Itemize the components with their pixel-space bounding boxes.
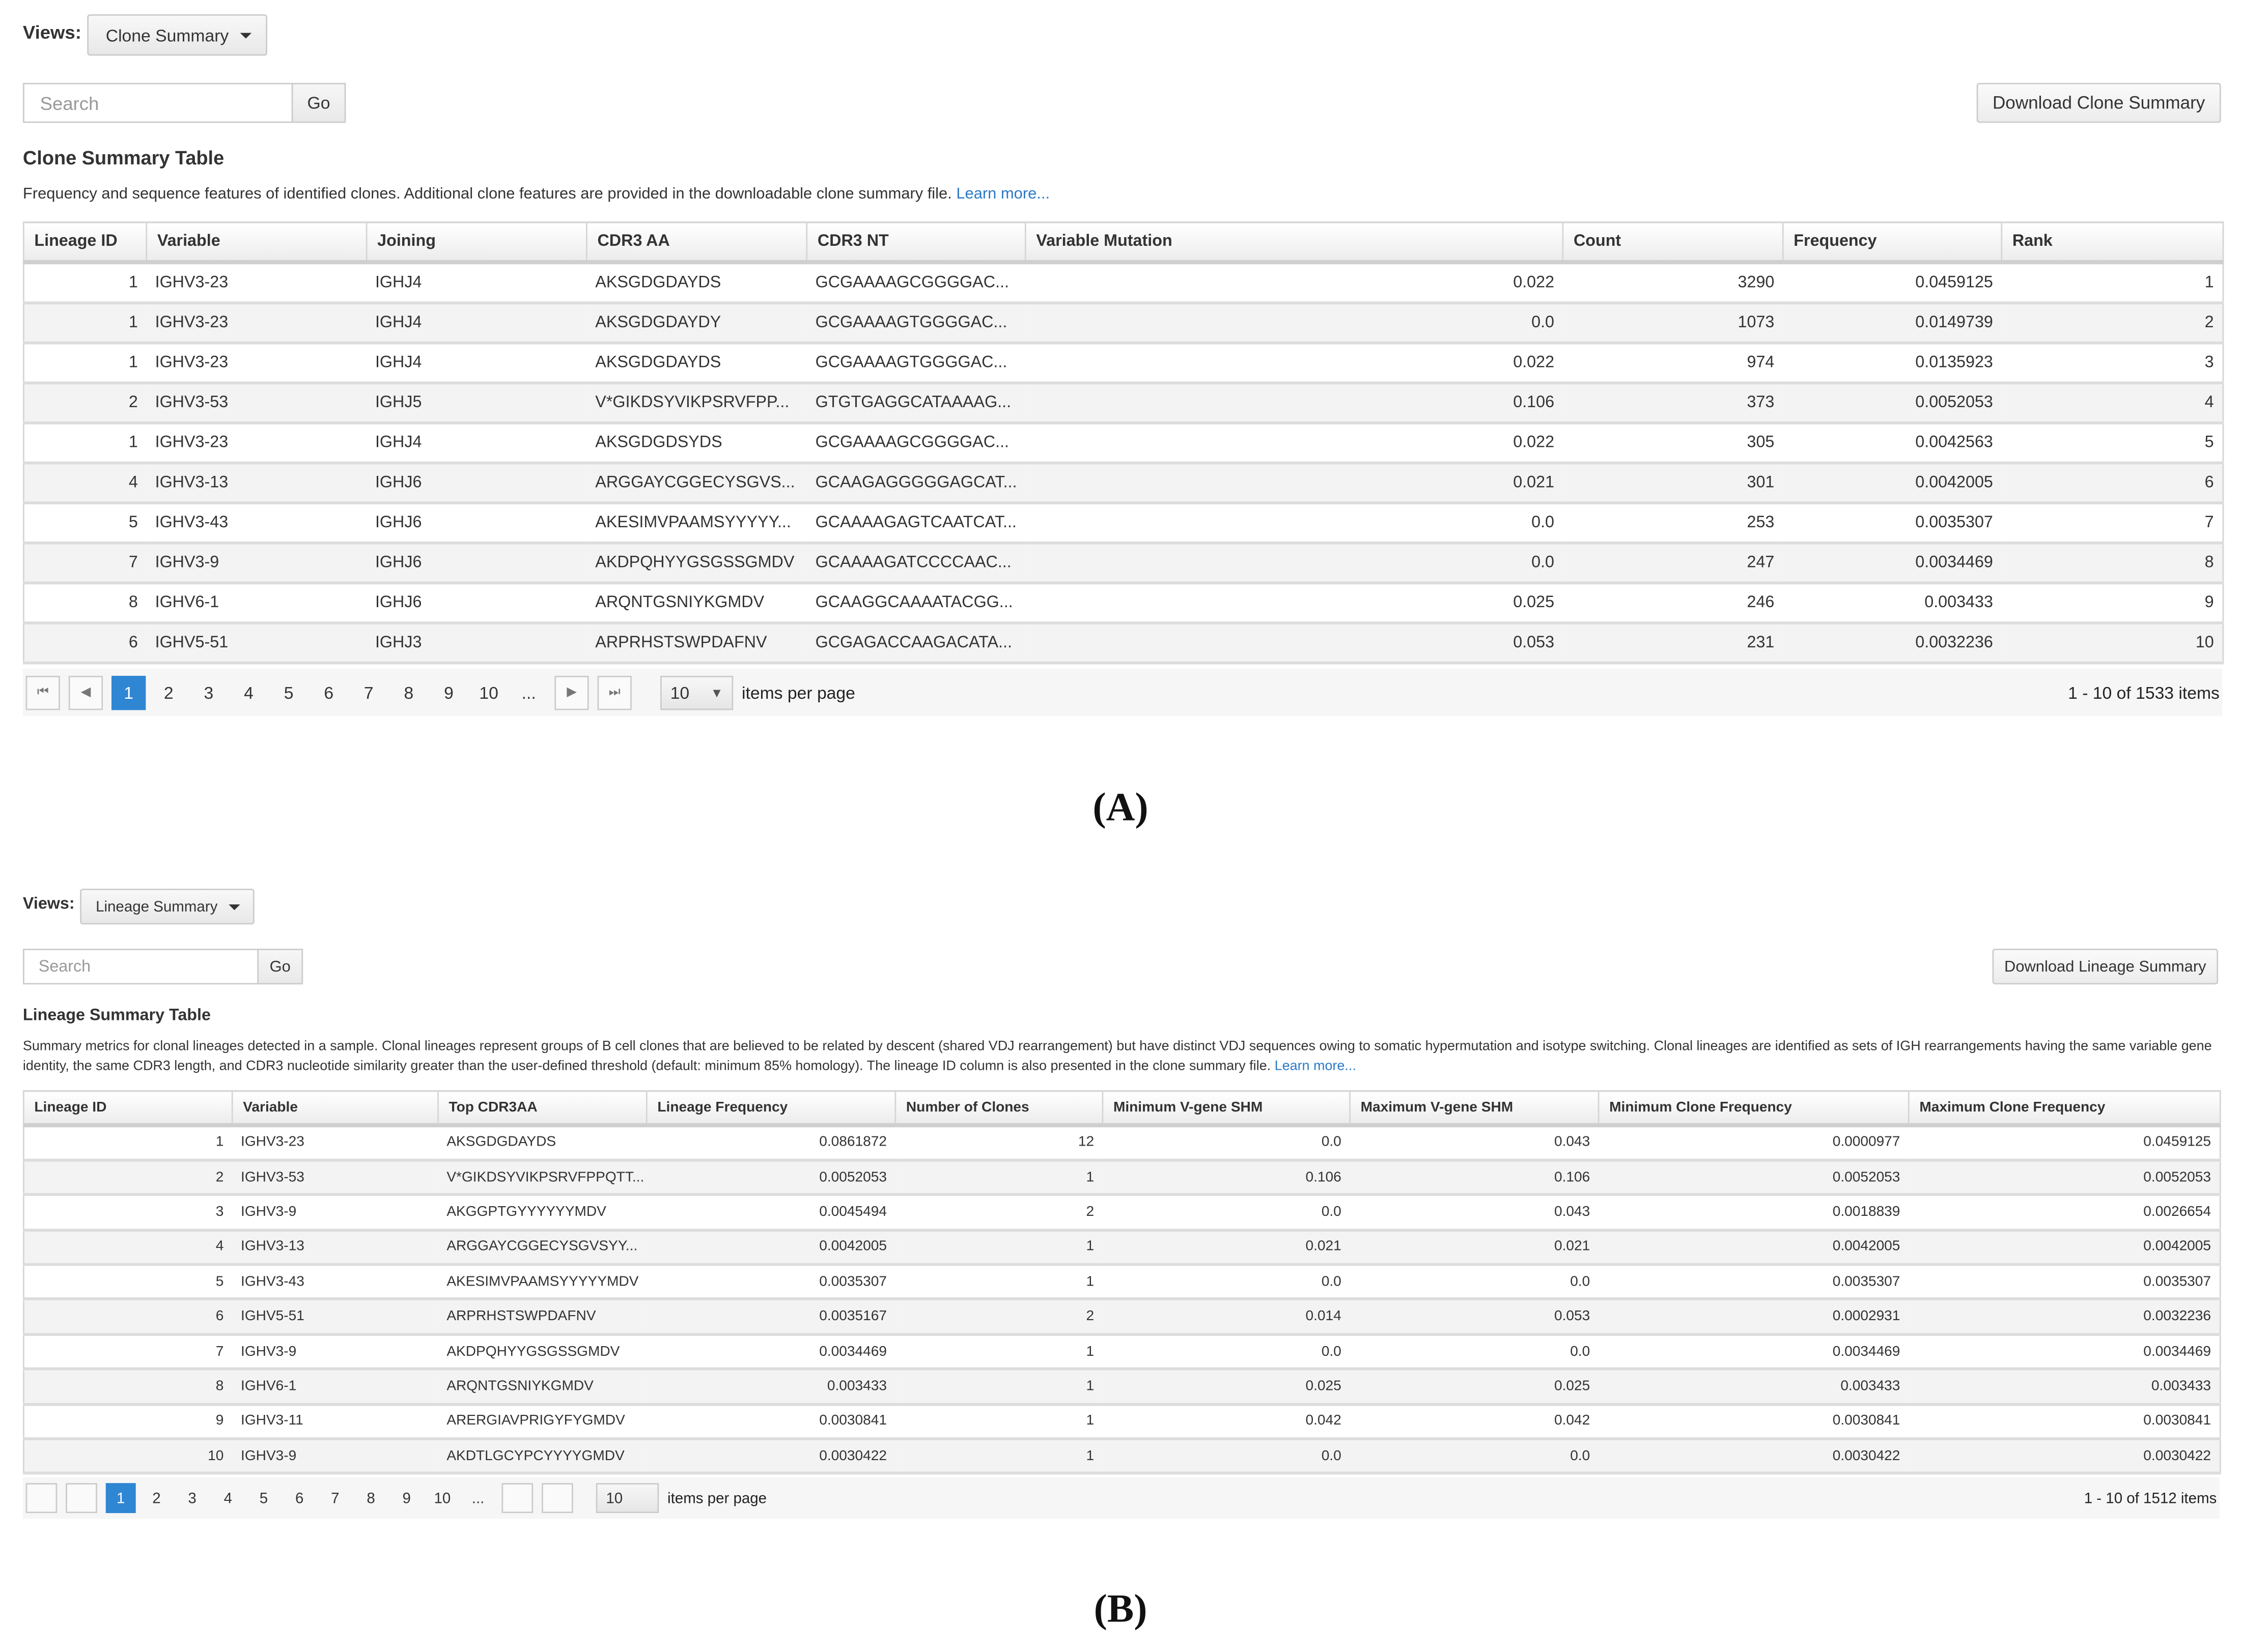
column-header[interactable]: Variable Mutation bbox=[1025, 222, 1563, 263]
cell-variable: IGHV6-1 bbox=[232, 1369, 438, 1404]
cell-variable-mutation: 0.0 bbox=[1025, 502, 1563, 543]
page-2[interactable]: 2 bbox=[163, 682, 174, 702]
learn-more-link[interactable]: Learn more... bbox=[1274, 1059, 1356, 1075]
page-6[interactable]: 6 bbox=[324, 682, 334, 702]
cell-cdr3-nt: GCGAAAAGCGGGGAC... bbox=[807, 422, 1026, 463]
cell-variable: IGHV5-51 bbox=[147, 622, 367, 663]
cell-lineage-id: 3 bbox=[23, 1195, 232, 1230]
cell-joining: IGHJ3 bbox=[367, 622, 586, 663]
cell-maximum-clone-frequency: 0.0035307 bbox=[1909, 1265, 2220, 1299]
table-row[interactable] bbox=[23, 502, 2223, 543]
cell-maximum-v-gene-shm: 0.0 bbox=[1350, 1334, 1599, 1369]
first-page-button[interactable] bbox=[26, 675, 60, 709]
cell-number-of-clones: 1 bbox=[895, 1334, 1103, 1369]
cell-cdr3-aa: ARPRHSTSWPDAFNV bbox=[586, 622, 806, 663]
caret-down-icon bbox=[240, 32, 251, 38]
cell-variable-mutation: 0.022 bbox=[1025, 342, 1563, 382]
cell-lineage-frequency: 0.0045494 bbox=[647, 1195, 895, 1230]
table-row[interactable] bbox=[23, 582, 2223, 622]
cell-lineage-id: 6 bbox=[23, 1299, 232, 1334]
cell-frequency: 0.0042005 bbox=[1783, 462, 2002, 502]
column-header[interactable]: Number of Clones bbox=[895, 1091, 1103, 1125]
cell-cdr3-nt: GCAAAAGAGTCAATCAT... bbox=[807, 502, 1026, 543]
cell-count: 1073 bbox=[1563, 302, 1783, 343]
cell-variable-mutation: 0.022 bbox=[1025, 422, 1563, 463]
column-header[interactable]: CDR3 AA bbox=[586, 222, 806, 263]
cell-cdr3-aa: AKESIMVPAAMSYYYYY... bbox=[586, 502, 806, 543]
clone-summary-table bbox=[23, 221, 2224, 664]
cell-variable: IGHV3-23 bbox=[147, 302, 367, 343]
cell-joining: IGHJ4 bbox=[367, 302, 586, 343]
cell-variable: IGHV3-53 bbox=[232, 1160, 438, 1194]
cell-number-of-clones: 1 bbox=[895, 1439, 1103, 1473]
cell-variable: IGHV3-13 bbox=[147, 462, 367, 502]
table-row[interactable] bbox=[23, 1265, 2220, 1299]
learn-more-link[interactable]: Learn more... bbox=[956, 185, 1050, 203]
cell-cdr3-nt: GCAAGGCAAAATACGG... bbox=[807, 582, 1026, 622]
cell-maximum-clone-frequency: 0.003433 bbox=[1909, 1369, 2220, 1404]
table-row[interactable] bbox=[23, 1230, 2220, 1264]
cell-joining: IGHJ4 bbox=[367, 422, 586, 463]
table-row[interactable] bbox=[23, 302, 2223, 343]
cell-rank: 3 bbox=[2002, 342, 2223, 382]
cell-top-cdr3aa: ARQNTGSNIYKGMDV bbox=[438, 1369, 647, 1404]
cell-frequency: 0.0135923 bbox=[1783, 342, 2002, 382]
cell-top-cdr3aa: AKESIMVPAAMSYYYYYMDV bbox=[438, 1265, 647, 1299]
cell-maximum-v-gene-shm: 0.042 bbox=[1350, 1404, 1599, 1439]
cell-variable: IGHV3-23 bbox=[147, 342, 367, 382]
page-5[interactable]: 5 bbox=[284, 682, 294, 702]
cell-minimum-v-gene-shm: 0.0 bbox=[1103, 1195, 1350, 1230]
cell-number-of-clones: 2 bbox=[895, 1195, 1103, 1230]
cell-lineage-id: 5 bbox=[23, 502, 146, 543]
cell-cdr3-nt: GCGAGACCAAGACATA... bbox=[807, 622, 1026, 663]
description-text: Summary metrics for clonal lineages detected in a sample. Clonal lineages represent groups of B cell clones that are believed to be related by descent (shared VDJ rearrangement) but have distinct VDJ sequences owing to somatic hypermutation and isotype switching. Clonal lineages are identified as sets of IGH rearrangements having the same variable gene identity, the same CDR3 length, and CDR3 nucleotide similarity greater than the user-defined threshold (default: minimum 85% homology). The lineage ID column is also presented in the clone summary file. bbox=[22, 1038, 2212, 1075]
cell-lineage-id: 2 bbox=[23, 382, 146, 422]
prev-page-button[interactable] bbox=[66, 1483, 97, 1513]
cell-cdr3-nt: GCGAAAAGTGGGGAC... bbox=[807, 342, 1026, 382]
cell-number-of-clones: 1 bbox=[895, 1230, 1103, 1264]
cell-lineage-frequency: 0.0052053 bbox=[647, 1160, 895, 1194]
cell-minimum-v-gene-shm: 0.0 bbox=[1103, 1334, 1350, 1369]
cell-maximum-clone-frequency: 0.0459125 bbox=[1909, 1125, 2220, 1160]
cell-top-cdr3aa: ARGGAYCGGECYSGVSYY... bbox=[438, 1230, 647, 1264]
cell-lineage-id: 1 bbox=[23, 262, 146, 302]
cell-cdr3-nt: GCAAAAGATCCCCAAC... bbox=[807, 542, 1026, 582]
cell-lineage-id: 1 bbox=[23, 422, 146, 463]
page-10[interactable]: 10 bbox=[479, 682, 498, 702]
page-3[interactable]: 3 bbox=[188, 1489, 197, 1507]
cell-lineage-frequency: 0.0030841 bbox=[647, 1404, 895, 1439]
cell-maximum-clone-frequency: 0.0052053 bbox=[1909, 1160, 2220, 1194]
cell-rank: 8 bbox=[2002, 542, 2223, 582]
cell-count: 246 bbox=[1563, 582, 1783, 622]
cell-lineage-id: 2 bbox=[23, 1160, 232, 1194]
cell-joining: IGHJ4 bbox=[367, 262, 586, 302]
column-header[interactable]: Minimum Clone Frequency bbox=[1599, 1091, 1909, 1125]
cell-maximum-clone-frequency: 0.0034469 bbox=[1909, 1334, 2220, 1369]
table-title: Clone Summary Table bbox=[22, 147, 225, 169]
page-4[interactable]: 4 bbox=[223, 1489, 232, 1507]
cell-variable-mutation: 0.025 bbox=[1025, 582, 1563, 622]
cell-minimum-clone-frequency: 0.0042005 bbox=[1599, 1230, 1909, 1264]
cell-minimum-clone-frequency: 0.0034469 bbox=[1599, 1334, 1909, 1369]
cell-rank: 10 bbox=[2002, 622, 2223, 663]
cell-minimum-clone-frequency: 0.0052053 bbox=[1599, 1160, 1909, 1194]
cell-lineage-id: 7 bbox=[23, 542, 146, 582]
table-row[interactable] bbox=[23, 1299, 2220, 1334]
cell-count: 373 bbox=[1563, 382, 1783, 422]
page-2[interactable]: 2 bbox=[152, 1489, 161, 1507]
page-9[interactable]: 9 bbox=[402, 1489, 411, 1507]
cell-cdr3-aa: ARQNTGSNIYKGMDV bbox=[586, 582, 806, 622]
views-dropdown[interactable] bbox=[87, 14, 267, 55]
cell-lineage-id: 5 bbox=[23, 1265, 232, 1299]
column-header[interactable]: CDR3 NT bbox=[807, 222, 1026, 263]
views-selected: Lineage Summary bbox=[96, 898, 218, 916]
cell-rank: 5 bbox=[2002, 422, 2223, 463]
cell-lineage-frequency: 0.0861872 bbox=[647, 1125, 895, 1160]
views-label: Views: bbox=[22, 21, 81, 43]
cell-count: 253 bbox=[1563, 502, 1783, 543]
cell-lineage-id: 6 bbox=[23, 622, 146, 663]
page-10[interactable]: 10 bbox=[434, 1489, 451, 1507]
cell-frequency: 0.0052053 bbox=[1783, 382, 2002, 422]
column-header[interactable]: Rank bbox=[2002, 222, 2223, 263]
column-header[interactable]: Variable bbox=[232, 1091, 438, 1125]
search-input[interactable]: Search bbox=[23, 949, 259, 984]
cell-rank: 2 bbox=[2002, 302, 2223, 343]
cell-lineage-frequency: 0.0035167 bbox=[647, 1299, 895, 1334]
caret-down-icon: ▼ bbox=[710, 685, 723, 700]
cell-top-cdr3aa: ARPRHSTSWPDAFNV bbox=[438, 1299, 647, 1334]
cell-top-cdr3aa: ARERGIAVPRIGYFYGMDV bbox=[438, 1404, 647, 1439]
column-header[interactable]: Variable bbox=[147, 222, 367, 263]
cell-variable: IGHV3-23 bbox=[147, 422, 367, 463]
cell-maximum-v-gene-shm: 0.106 bbox=[1350, 1160, 1599, 1194]
download-lineage-summary-button[interactable]: Download Lineage Summary bbox=[1993, 949, 2219, 984]
cell-number-of-clones: 1 bbox=[895, 1369, 1103, 1404]
pagination-bar bbox=[23, 1477, 2220, 1519]
cell-lineage-id: 4 bbox=[23, 1230, 232, 1264]
cell-frequency: 0.0149739 bbox=[1783, 302, 2002, 343]
cell-variable-mutation: 0.0 bbox=[1025, 302, 1563, 343]
column-header[interactable]: Count bbox=[1563, 222, 1783, 263]
column-header[interactable]: Lineage Frequency bbox=[647, 1091, 895, 1125]
cell-lineage-id: 4 bbox=[23, 462, 146, 502]
cell-minimum-v-gene-shm: 0.025 bbox=[1103, 1369, 1350, 1404]
page-6[interactable]: 6 bbox=[295, 1489, 304, 1507]
table-description bbox=[23, 1037, 2218, 1077]
cell-rank: 9 bbox=[2002, 582, 2223, 622]
cell-lineage-id: 10 bbox=[23, 1439, 232, 1473]
cell-minimum-v-gene-shm: 0.014 bbox=[1103, 1299, 1350, 1334]
table-row[interactable] bbox=[23, 1160, 2220, 1194]
last-page-button[interactable] bbox=[597, 675, 631, 709]
cell-maximum-v-gene-shm: 0.021 bbox=[1350, 1230, 1599, 1264]
pagination-range-text: 1 - 10 of 1512 items bbox=[2084, 1489, 2217, 1507]
cell-count: 231 bbox=[1563, 622, 1783, 663]
cell-frequency: 0.0042563 bbox=[1783, 422, 2002, 463]
table-row[interactable] bbox=[23, 1195, 2220, 1230]
cell-rank: 1 bbox=[2002, 262, 2223, 302]
cell-variable: IGHV3-9 bbox=[147, 542, 367, 582]
cell-frequency: 0.003433 bbox=[1783, 582, 2002, 622]
cell-rank: 6 bbox=[2002, 462, 2223, 502]
table-row[interactable] bbox=[23, 342, 2223, 382]
table-row[interactable] bbox=[23, 422, 2223, 463]
cell-minimum-clone-frequency: 0.0030422 bbox=[1599, 1439, 1909, 1473]
cell-maximum-v-gene-shm: 0.043 bbox=[1350, 1125, 1599, 1160]
cell-variable: IGHV3-53 bbox=[147, 382, 367, 422]
cell-number-of-clones: 1 bbox=[895, 1265, 1103, 1299]
table-row[interactable] bbox=[23, 542, 2223, 582]
pagination-bar bbox=[23, 669, 2223, 716]
cell-minimum-clone-frequency: 0.0000977 bbox=[1599, 1125, 1909, 1160]
column-header[interactable]: Maximum V-gene SHM bbox=[1350, 1091, 1599, 1125]
cell-rank: 7 bbox=[2002, 502, 2223, 543]
table-row[interactable] bbox=[23, 622, 2223, 663]
panel-caption-b: (B) bbox=[1094, 1587, 1147, 1632]
column-header[interactable]: Joining bbox=[367, 222, 586, 263]
cell-minimum-v-gene-shm: 0.106 bbox=[1103, 1160, 1350, 1194]
cell-count: 301 bbox=[1563, 462, 1783, 502]
cell-minimum-v-gene-shm: 0.021 bbox=[1103, 1230, 1350, 1264]
page-1[interactable]: 1 bbox=[106, 1483, 136, 1513]
page-size-select[interactable] bbox=[660, 675, 733, 709]
cell-variable-mutation: 0.053 bbox=[1025, 622, 1563, 663]
page-size-select[interactable] bbox=[596, 1483, 659, 1513]
next-page-icon: ▶ bbox=[567, 684, 577, 699]
column-header[interactable]: Lineage ID bbox=[23, 222, 146, 263]
caret-down-icon bbox=[229, 904, 240, 909]
cell-joining: IGHJ5 bbox=[367, 382, 586, 422]
page-9[interactable]: 9 bbox=[444, 682, 454, 702]
cell-count: 3290 bbox=[1563, 262, 1783, 302]
table-row[interactable] bbox=[23, 1404, 2220, 1439]
cell-minimum-clone-frequency: 0.0018839 bbox=[1599, 1195, 1909, 1230]
cell-minimum-clone-frequency: 0.003433 bbox=[1599, 1369, 1909, 1404]
table-description bbox=[23, 186, 1050, 203]
prev-page-icon: ◀ bbox=[80, 684, 91, 699]
cell-frequency: 0.0459125 bbox=[1783, 262, 2002, 302]
first-page-button[interactable] bbox=[26, 1483, 58, 1513]
cell-minimum-v-gene-shm: 0.042 bbox=[1103, 1404, 1350, 1439]
cell-count: 974 bbox=[1563, 342, 1783, 382]
column-header[interactable]: Maximum Clone Frequency bbox=[1909, 1091, 2220, 1125]
cell-cdr3-aa: AKSGDGDAYDY bbox=[586, 302, 806, 343]
cell-maximum-clone-frequency: 0.0032236 bbox=[1909, 1299, 2220, 1334]
views-label: Views: bbox=[22, 896, 75, 913]
cell-top-cdr3aa: AKSGDGDAYDS bbox=[438, 1125, 647, 1160]
cell-maximum-v-gene-shm: 0.053 bbox=[1350, 1299, 1599, 1334]
cell-variable: IGHV3-43 bbox=[232, 1265, 438, 1299]
column-header[interactable]: Top CDR3AA bbox=[438, 1091, 647, 1125]
download-clone-summary-button[interactable]: Download Clone Summary bbox=[1977, 83, 2221, 123]
lineage-summary-table bbox=[23, 1090, 2221, 1475]
page-8[interactable]: 8 bbox=[404, 682, 414, 702]
cell-joining: IGHJ6 bbox=[367, 502, 586, 543]
search-input[interactable]: Search bbox=[23, 83, 293, 123]
cell-number-of-clones: 2 bbox=[895, 1299, 1103, 1334]
pagination-ellipsis[interactable]: ... bbox=[471, 1489, 485, 1507]
go-button[interactable]: Go bbox=[257, 949, 303, 984]
cell-cdr3-nt: GCAAGAGGGGGAGCAT... bbox=[807, 462, 1026, 502]
cell-frequency: 0.0032236 bbox=[1783, 622, 2002, 663]
cell-maximum-clone-frequency: 0.0042005 bbox=[1909, 1230, 2220, 1264]
cell-cdr3-nt: GTGTGAGGCATAAAAG... bbox=[807, 382, 1026, 422]
cell-cdr3-aa: AKDPQHYYGSGSSGMDV bbox=[586, 542, 806, 582]
cell-lineage-id: 1 bbox=[23, 302, 146, 343]
cell-variable-mutation: 0.0 bbox=[1025, 542, 1563, 582]
cell-lineage-frequency: 0.003433 bbox=[647, 1369, 895, 1404]
table-row[interactable] bbox=[23, 1369, 2220, 1404]
first-page-icon: ⏮ bbox=[37, 684, 49, 699]
cell-maximum-v-gene-shm: 0.043 bbox=[1350, 1195, 1599, 1230]
cell-cdr3-aa: AKSGDGDAYDS bbox=[586, 342, 806, 382]
cell-lineage-frequency: 0.0034469 bbox=[647, 1334, 895, 1369]
page-7[interactable]: 7 bbox=[363, 682, 374, 702]
cell-variable: IGHV6-1 bbox=[147, 582, 367, 622]
cell-number-of-clones: 1 bbox=[895, 1404, 1103, 1439]
pagination-range-text: 1 - 10 of 1533 items bbox=[2068, 682, 2220, 702]
page-size-value: 10 bbox=[606, 1489, 623, 1507]
cell-variable: IGHV3-9 bbox=[232, 1334, 438, 1369]
cell-variable: IGHV5-51 bbox=[232, 1299, 438, 1334]
cell-top-cdr3aa: AKGGPTGYYYYYYMDV bbox=[438, 1195, 647, 1230]
cell-count: 305 bbox=[1563, 422, 1783, 463]
table-row[interactable] bbox=[23, 1439, 2220, 1473]
cell-lineage-id: 9 bbox=[23, 1404, 232, 1439]
cell-lineage-id: 1 bbox=[23, 342, 146, 382]
page-1[interactable]: 1 bbox=[111, 675, 146, 709]
cell-maximum-clone-frequency: 0.0030841 bbox=[1909, 1404, 2220, 1439]
table-row[interactable] bbox=[23, 1334, 2220, 1369]
cell-variable-mutation: 0.022 bbox=[1025, 262, 1563, 302]
cell-minimum-clone-frequency: 0.0002931 bbox=[1599, 1299, 1909, 1334]
page-8[interactable]: 8 bbox=[367, 1489, 375, 1507]
cell-variable-mutation: 0.021 bbox=[1025, 462, 1563, 502]
description-text: Frequency and sequence features of identified clones. Additional clone features are provided in the downloadable clone summary file. bbox=[22, 185, 952, 203]
cell-variable: IGHV3-23 bbox=[147, 262, 367, 302]
page-4[interactable]: 4 bbox=[244, 682, 254, 702]
cell-joining: IGHJ6 bbox=[367, 462, 586, 502]
cell-variable: IGHV3-11 bbox=[232, 1404, 438, 1439]
table-title: Lineage Summary Table bbox=[22, 1007, 211, 1024]
cell-top-cdr3aa: AKDTLGCYPCYYYYGMDV bbox=[438, 1439, 647, 1473]
cell-count: 247 bbox=[1563, 542, 1783, 582]
prev-page-button[interactable] bbox=[69, 675, 103, 709]
panel-caption-a: (A) bbox=[1093, 786, 1148, 831]
next-page-button[interactable] bbox=[501, 1483, 533, 1513]
cell-variable: IGHV3-43 bbox=[147, 502, 367, 543]
column-header[interactable]: Minimum V-gene SHM bbox=[1103, 1091, 1350, 1125]
cell-lineage-id: 8 bbox=[23, 582, 146, 622]
cell-top-cdr3aa: V*GIKDSYVIKPSRVFPPQTT... bbox=[438, 1160, 647, 1194]
table-row[interactable] bbox=[23, 382, 2223, 422]
views-selected: Clone Summary bbox=[105, 25, 229, 45]
table-row[interactable] bbox=[23, 462, 2223, 502]
cell-maximum-v-gene-shm: 0.025 bbox=[1350, 1369, 1599, 1404]
go-button[interactable]: Go bbox=[292, 83, 346, 123]
cell-rank: 4 bbox=[2002, 382, 2223, 422]
cell-lineage-frequency: 0.0030422 bbox=[647, 1439, 895, 1473]
cell-variable: IGHV3-9 bbox=[232, 1195, 438, 1230]
next-page-button[interactable] bbox=[554, 675, 589, 709]
views-dropdown[interactable] bbox=[80, 889, 255, 924]
cell-number-of-clones: 12 bbox=[895, 1125, 1103, 1160]
cell-minimum-v-gene-shm: 0.0 bbox=[1103, 1439, 1350, 1473]
cell-lineage-id: 7 bbox=[23, 1334, 232, 1369]
table-row[interactable] bbox=[23, 262, 2223, 302]
cell-minimum-v-gene-shm: 0.0 bbox=[1103, 1125, 1350, 1160]
cell-minimum-clone-frequency: 0.0030841 bbox=[1599, 1404, 1909, 1439]
cell-maximum-clone-frequency: 0.0030422 bbox=[1909, 1439, 2220, 1473]
cell-cdr3-nt: GCGAAAAGCGGGGAC... bbox=[807, 262, 1026, 302]
cell-maximum-v-gene-shm: 0.0 bbox=[1350, 1439, 1599, 1473]
cell-lineage-frequency: 0.0035307 bbox=[647, 1265, 895, 1299]
page-3[interactable]: 3 bbox=[204, 682, 214, 702]
cell-maximum-clone-frequency: 0.0026654 bbox=[1909, 1195, 2220, 1230]
cell-maximum-v-gene-shm: 0.0 bbox=[1350, 1265, 1599, 1299]
cell-lineage-id: 1 bbox=[23, 1125, 232, 1160]
cell-minimum-clone-frequency: 0.0035307 bbox=[1599, 1265, 1909, 1299]
cell-joining: IGHJ6 bbox=[367, 582, 586, 622]
cell-frequency: 0.0035307 bbox=[1783, 502, 2002, 543]
page-size-value: 10 bbox=[670, 682, 690, 702]
cell-joining: IGHJ6 bbox=[367, 542, 586, 582]
items-per-page-label: items per page bbox=[742, 682, 855, 702]
page-7[interactable]: 7 bbox=[331, 1489, 340, 1507]
cell-joining: IGHJ4 bbox=[367, 342, 586, 382]
page-5[interactable]: 5 bbox=[259, 1489, 268, 1507]
cell-variable: IGHV3-13 bbox=[232, 1230, 438, 1264]
cell-cdr3-aa: AKSGDGDSYDS bbox=[586, 422, 806, 463]
cell-lineage-id: 8 bbox=[23, 1369, 232, 1404]
last-page-button[interactable] bbox=[542, 1483, 573, 1513]
cell-top-cdr3aa: AKDPQHYYGSGSSGMDV bbox=[438, 1334, 647, 1369]
cell-cdr3-nt: GCGAAAAGTGGGGAC... bbox=[807, 302, 1026, 343]
cell-variable-mutation: 0.106 bbox=[1025, 382, 1563, 422]
cell-frequency: 0.0034469 bbox=[1783, 542, 2002, 582]
cell-cdr3-aa: AKSGDGDAYDS bbox=[586, 262, 806, 302]
table-row[interactable] bbox=[23, 1125, 2220, 1160]
cell-lineage-frequency: 0.0042005 bbox=[647, 1230, 895, 1264]
cell-cdr3-aa: V*GIKDSYVIKPSRVFPP... bbox=[586, 382, 806, 422]
last-page-icon: ⏭ bbox=[608, 684, 621, 699]
cell-minimum-v-gene-shm: 0.0 bbox=[1103, 1265, 1350, 1299]
column-header[interactable]: Frequency bbox=[1783, 222, 2002, 263]
cell-variable: IGHV3-9 bbox=[232, 1439, 438, 1473]
cell-variable: IGHV3-23 bbox=[232, 1125, 438, 1160]
cell-number-of-clones: 1 bbox=[895, 1160, 1103, 1194]
cell-cdr3-aa: ARGGAYCGGECYSGVS... bbox=[586, 462, 806, 502]
pagination-ellipsis[interactable]: ... bbox=[521, 682, 536, 702]
items-per-page-label: items per page bbox=[667, 1489, 767, 1507]
column-header[interactable]: Lineage ID bbox=[23, 1091, 232, 1125]
